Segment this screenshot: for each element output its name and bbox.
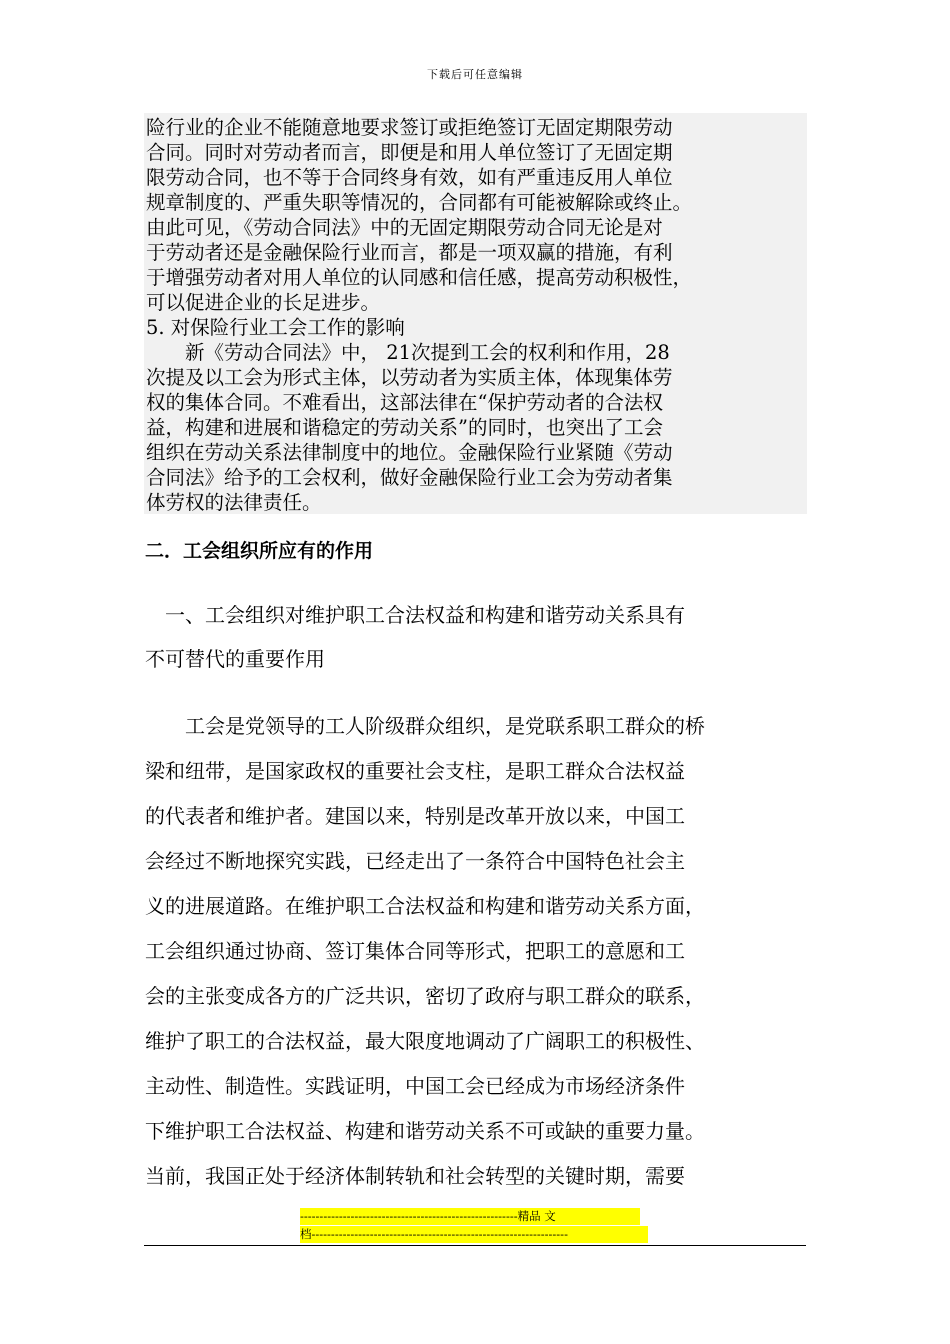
text-line: 会的主张变成各方的广泛共识，密切了政府与职工群众的联系， <box>145 984 705 1008</box>
text-line: 益，构建和进展和谐稳定的劳动关系”的同时，也突出了工会 <box>146 416 663 439</box>
subheading-line: 不可替代的重要作用 <box>145 647 325 671</box>
text-line: 工会组织通过协商、签订集体合同等形式，把职工的意愿和工 <box>145 939 685 963</box>
text-line: 于劳动者还是金融保险行业而言，都是一项双赢的措施，有利 <box>146 241 673 264</box>
text-line: 义的进展道路。在维护职工合法权益和构建和谐劳动关系方面， <box>145 894 705 918</box>
text-line: 限劳动合同，也不等于合同终身有效，如有严重违反用人单位 <box>146 166 673 189</box>
text-line: 合同法》给予的工会权利，做好金融保险行业工会为劳动者集 <box>146 466 673 489</box>
text-line: 体劳权的法律责任。 <box>146 491 322 514</box>
text-line: 次提及以工会为形式主体，以劳动者为实质主体，体现集体劳 <box>146 366 673 389</box>
text-line: 工会是党领导的工人阶级群众组织，是党联系职工群众的桥 <box>145 714 705 738</box>
text-line: 于增强劳动者对用人单位的认同感和信任感，提高劳动积极性， <box>146 266 693 289</box>
text-line: 维护了职工的合法权益，最大限度地调动了广阔职工的积极性、 <box>145 1029 705 1053</box>
text-line: 规章制度的、严重失职等情况的，合同都有可能被解除或终止。 <box>146 191 693 214</box>
numbered-subheading: 5. 对保险行业工会工作的影响 <box>146 316 405 339</box>
text-line: 的代表者和维护者。建国以来，特别是改革开放以来，中国工 <box>145 804 685 828</box>
subheading-line: 一、工会组织对维护职工合法权益和构建和谐劳动关系具有 <box>145 603 685 627</box>
footer-divider <box>144 1245 806 1246</box>
text-line: 新《劳动合同法》中， 21次提到工会的权利和作用，28 <box>146 341 670 364</box>
text-line: 合同。同时对劳动者而言，即便是和用人单位签订了无固定期 <box>146 141 673 164</box>
text-line: 组织在劳动关系法律制度中的地位。金融保险行业紧随《劳动 <box>146 441 673 464</box>
footer-watermark-line-2: 档------------------------------------------------------------------ <box>300 1226 648 1243</box>
text-line: 权的集体合同。不难看出，这部法律在“保护劳动者的合法权 <box>146 391 663 414</box>
text-line: 下维护职工合法权益、构建和谐劳动关系不可或缺的重要力量。 <box>145 1119 705 1143</box>
page-header-note: 下载后可任意编辑 <box>427 68 523 81</box>
text-line: 可以促进企业的长足进步。 <box>146 291 381 314</box>
text-line: 险行业的企业不能随意地要求签订或拒绝签订无固定期限劳动 <box>146 116 673 139</box>
text-line: 由此可见，《劳动合同法》中的无固定期限劳动合同无论是对 <box>146 216 663 239</box>
footer-watermark-line-1: --------------------------------------------------------精品 文 <box>300 1208 640 1225</box>
text-line: 主动性、制造性。实践证明，中国工会已经成为市场经济条件 <box>145 1074 685 1098</box>
text-line: 会经过不断地探究实践，已经走出了一条符合中国特色社会主 <box>145 849 685 873</box>
text-line: 梁和纽带，是国家政权的重要社会支柱，是职工群众合法权益 <box>145 759 685 783</box>
section-heading: 二．工会组织所应有的作用 <box>145 540 374 562</box>
text-line: 当前，我国正处于经济体制转轨和社会转型的关键时期，需要 <box>145 1164 685 1188</box>
